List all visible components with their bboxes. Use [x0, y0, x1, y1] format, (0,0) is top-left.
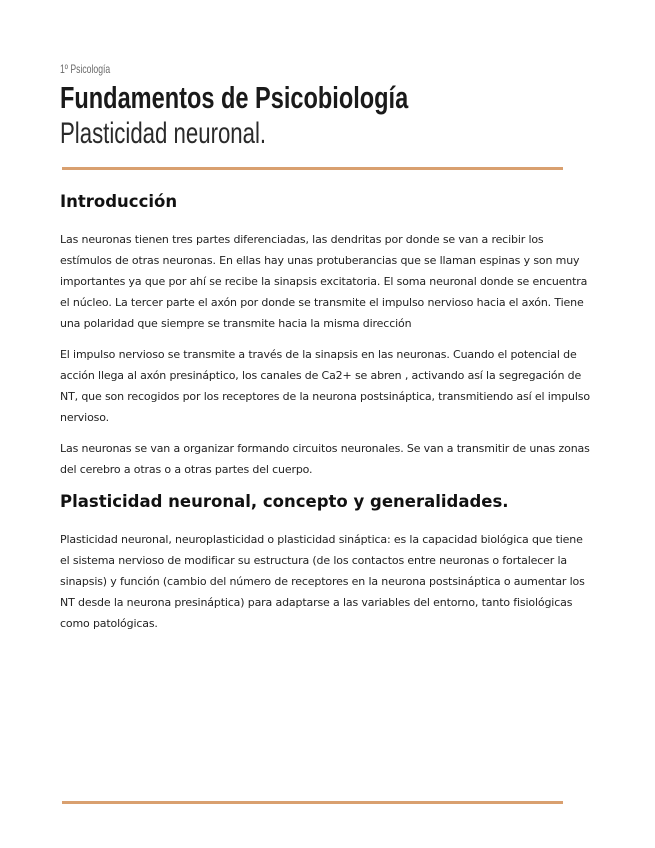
course-label: 1º Psicología: [60, 62, 111, 76]
header-divider: [62, 167, 563, 170]
document-subtitle: Plasticidad neuronal.: [60, 117, 267, 150]
paragraph: Las neuronas tienen tres partes diferenciadas, las dendritas por donde se van a recibir los estímulos de otras neuronas. En ellas hay unas protuberancias que se llaman espinas y son muy importantes ya que por ahí se recibe la sinapsis excitatoria. El soma neuronal donde se encuentra el núcleo. La tercer parte el axón por donde se transmite el impulso nervioso hacia el axón. Tiene una polaridad que siempre se transmite hacia la misma dirección: [60, 233, 588, 330]
section-heading-introduccion: Introducción: [60, 192, 178, 211]
paragraph: El impulso nervioso se transmite a través de la sinapsis en las neuronas. Cuando el potencial de acción llega al axón presináptico, los canales de Ca2+ se abren , activando así la segregación de NT, que son recogidos por los receptores de la neurona postsináptica, transmitiendo así el impulso nervioso.: [60, 348, 590, 424]
document-header: [60, 60, 600, 152]
paragraph: Plasticidad neuronal, neuroplasticidad o plasticidad sináptica: es la capacidad biológica que tiene el sistema nervioso de modificar su estructura (de los contactos entre neuronas o fortalecer la sinapsis) y función (cambio del número de receptores en la neurona postsináptica o aumentar los NT desde la neurona presináptica) para adaptarse a las variables del entorno, tanto fisiológicas como patológicas.: [60, 533, 585, 630]
document-body: [60, 190, 594, 644]
footer-divider: [62, 801, 563, 804]
section-heading-plasticidad: Plasticidad neuronal, concepto y generalidades.: [60, 492, 509, 511]
document-title: Fundamentos de Psicobiología: [60, 80, 409, 115]
paragraph: Las neuronas se van a organizar formando circuitos neuronales. Se van a transmitir de unas zonas del cerebro a otras o a otras partes del cuerpo.: [60, 442, 590, 476]
